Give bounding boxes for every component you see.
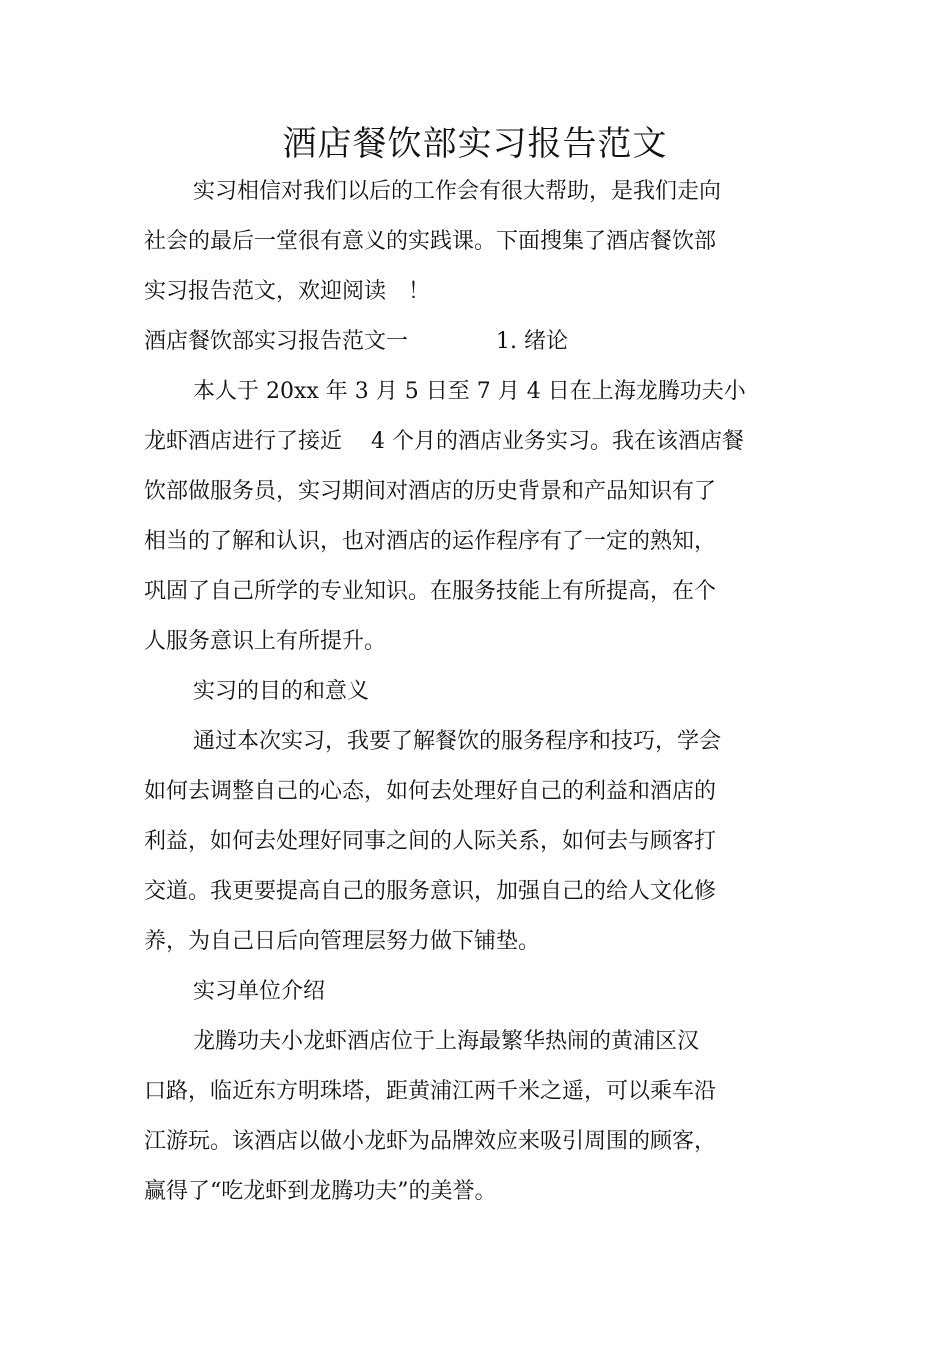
paragraph-line: 实习相信对我们以后的工作会有很大帮助，是我们走向: [193, 179, 722, 204]
paragraph-line: 赢得了“吃龙虾到龙腾功夫”的美誉。: [144, 1179, 497, 1204]
paragraph-line: 如何去调整自己的心态，如何去处理好自己的利益和酒店的: [144, 779, 717, 804]
paragraph-line: 利益，如何去处理好同事之间的人际关系，如何去与顾客打: [144, 829, 717, 854]
paragraph-line: 巩固了自己所学的专业知识。在服务技能上有所提高，在个: [144, 579, 717, 604]
paragraph-line: 本人于 20xx 年 3 月 5 日至 7 月 4 日在上海龙腾功夫小: [193, 379, 746, 404]
paragraph-line: 人服务意识上有所提升。: [144, 629, 387, 654]
paragraph-line: 社会的最后一堂很有意义的实践课。下面搜集了酒店餐饮部: [144, 229, 717, 254]
paragraph-line: 交道。我更要提高自己的服务意识，加强自己的给人文化修: [144, 879, 717, 904]
paragraph-line: 相当的了解和认识，也对酒店的运作程序有了一定的熟知，: [144, 529, 717, 554]
paragraph-line: 龙腾功夫小龙虾酒店位于上海最繁华热闹的黄浦区汉: [193, 1029, 700, 1054]
paragraph-line: 实习报告范文，欢迎阅读 ！: [144, 279, 431, 304]
paragraph-line: 江游玩。该酒店以做小龙虾为品牌效应来吸引周围的顾客，: [144, 1129, 717, 1154]
paragraph-line: 饮部做服务员，实习期间对酒店的历史背景和产品知识有了: [144, 479, 717, 504]
section-heading-line: 酒店餐饮部实习报告范文一 1. 绪论: [144, 329, 568, 354]
paragraph-line: 龙虾酒店进行了接近 4 个月的酒店业务实习。我在该酒店餐: [144, 429, 744, 454]
paragraph-line: 养，为自己日后向管理层努力做下铺垫。: [144, 929, 541, 954]
section-heading-line: 实习的目的和意义: [193, 679, 370, 704]
paragraph-line: 口路，临近东方明珠塔，距黄浦江两千米之遥，可以乘车沿: [144, 1079, 717, 1104]
paragraph-line: 通过本次实习，我要了解餐饮的服务程序和技巧，学会: [193, 729, 722, 754]
section-heading-line: 实习单位介绍: [193, 979, 326, 1004]
document-title: 酒店餐饮部实习报告范文: [282, 124, 668, 164]
